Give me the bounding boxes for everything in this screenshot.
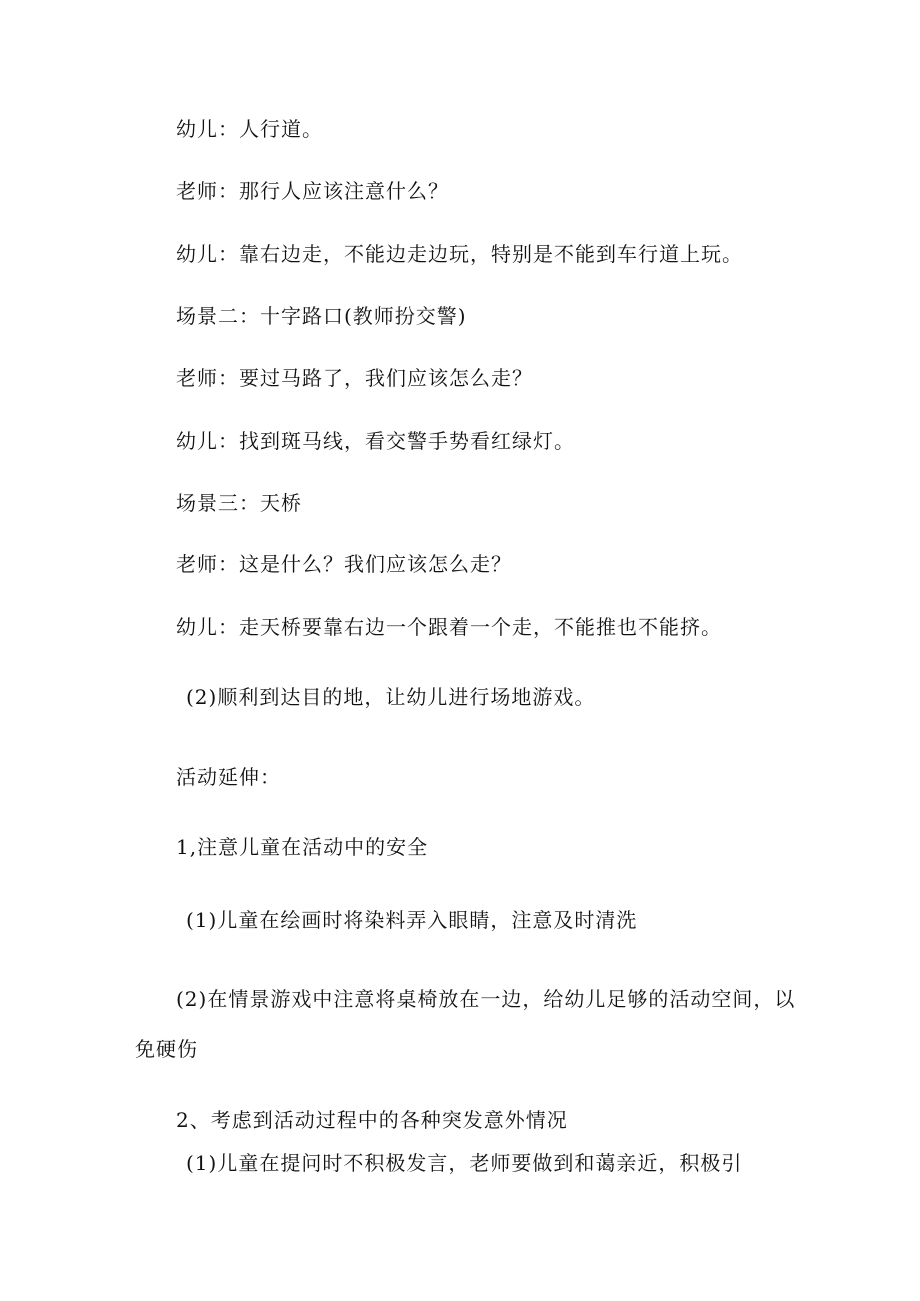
emergency-heading: 2、考虑到活动过程中的各种突发意外情况	[176, 1108, 568, 1132]
dialogue-teacher-question-2: 老师：要过马路了，我们应该怎么走？	[176, 366, 533, 390]
dialogue-teacher-question-1: 老师：那行人应该注意什么？	[176, 179, 449, 203]
safety-item-1: (1)儿童在绘画时将染料弄入眼睛，注意及时清洗	[186, 908, 638, 932]
scene-three-heading: 场景三：天桥	[176, 491, 302, 515]
scene-two-heading: 场景二：十字路口(教师扮交警)	[176, 304, 467, 328]
safety-item-2: (2)在情景游戏中注意将桌椅放在一边，给幼儿足够的活动空间，以	[176, 987, 796, 1011]
dialogue-child-answer-2: 幼儿：找到斑马线，看交警手势看红绿灯。	[176, 429, 575, 453]
activity-extension-heading: 活动延伸：	[176, 765, 281, 789]
safety-heading: 1,注意儿童在活动中的安全	[176, 835, 429, 859]
dialogue-child-answer-1: 幼儿：靠右边走，不能边走边玩，特别是不能到车行道上玩。	[176, 242, 743, 266]
dialogue-child-answer-3: 幼儿：走天桥要靠右边一个跟着一个走，不能推也不能挤。	[176, 615, 722, 639]
emergency-item-1: (1)儿童在提问时不积极发言，老师要做到和蔼亲近，积极引	[186, 1151, 743, 1175]
safety-item-2-continued: 免硬伤	[135, 1037, 198, 1061]
step-two-paragraph: (2)顺利到达目的地，让幼儿进行场地游戏。	[186, 685, 596, 709]
dialogue-child-sidewalk: 幼儿：人行道。	[176, 117, 323, 141]
dialogue-teacher-question-3: 老师：这是什么？我们应该怎么走？	[176, 552, 512, 576]
